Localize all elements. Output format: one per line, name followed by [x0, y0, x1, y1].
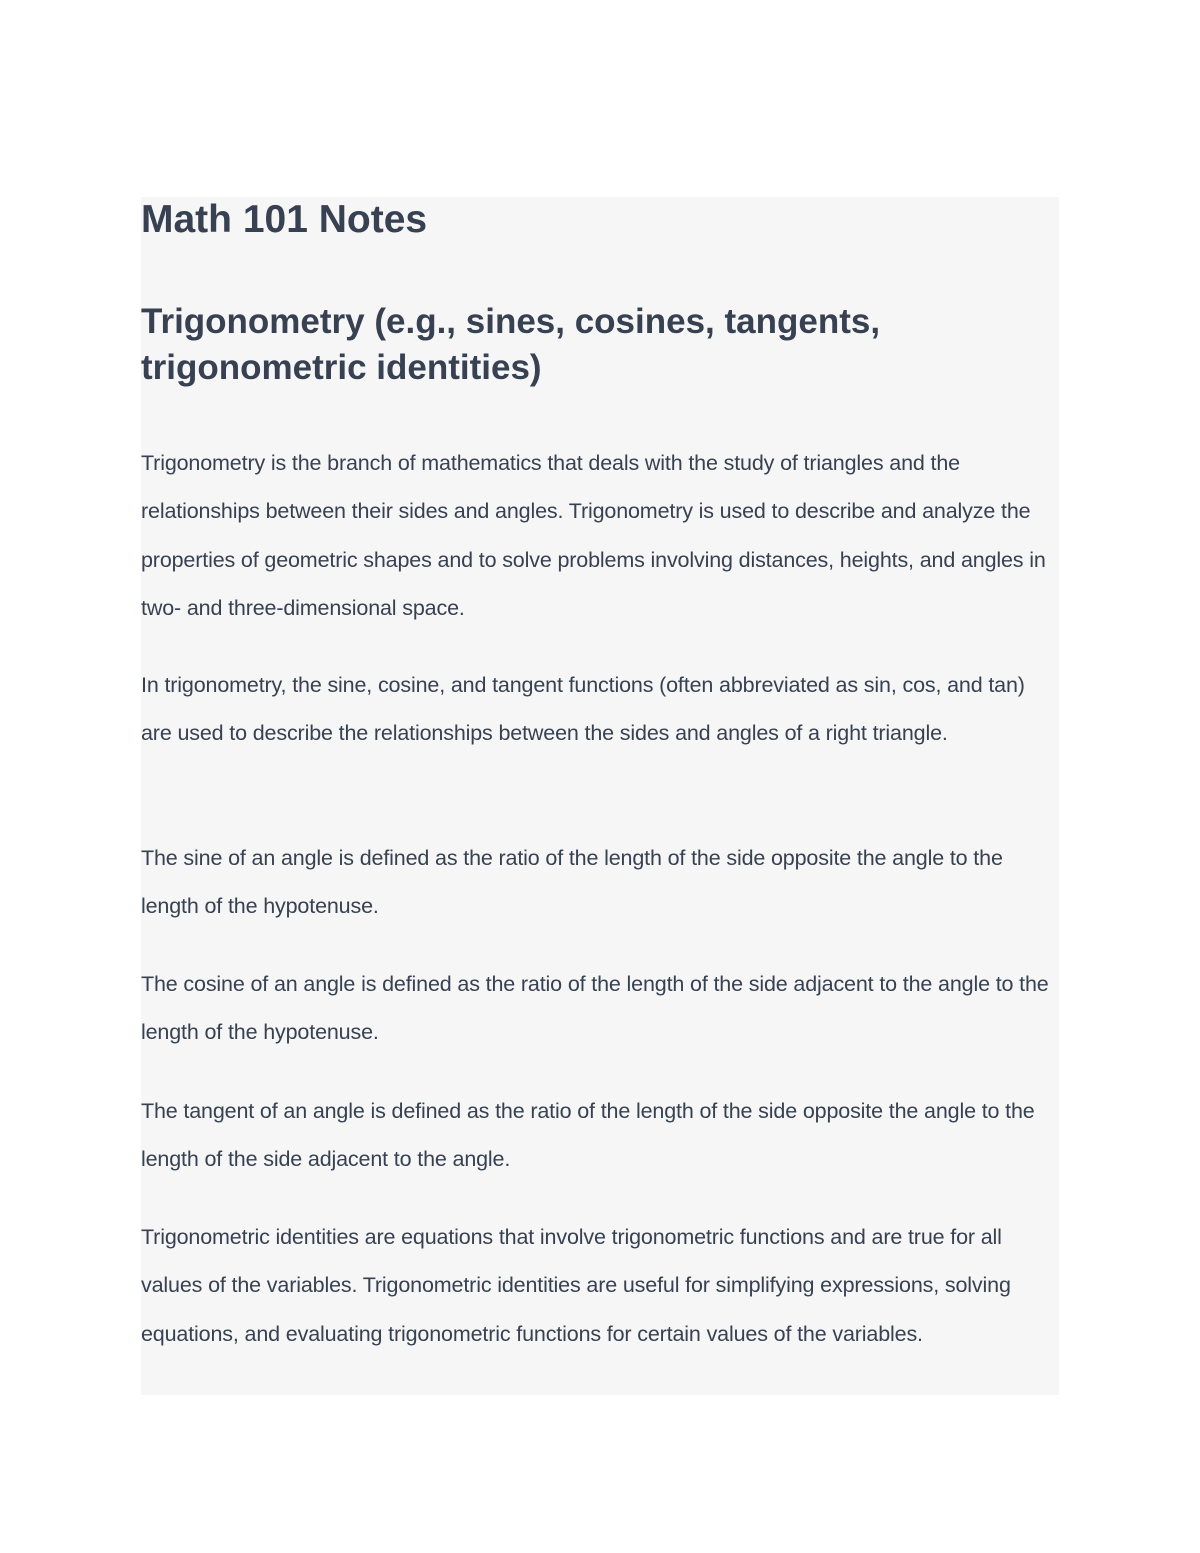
document-title: Math 101 Notes	[141, 198, 428, 241]
paragraph-cosine-definition: The cosine of an angle is defined as the ratio of the length of the side adjacent to the angle to the length of the hypotenuse.	[141, 972, 1049, 1045]
paragraph-trig-functions: In trigonometry, the sine, cosine, and tangent functions (often abbreviated as sin, cos, and tan) are used to describe the relationships between the sides and angles of a right triangle.	[141, 673, 1025, 746]
paragraph-trig-identities: Trigonometric identities are equations that involve trigonometric functions and are true for all values of the variables. Trigonometric identities are useful for simplifying expressions, solving equations, and evaluating trigonometric functions for certain values of the variables.	[141, 1225, 1011, 1346]
paragraph-tangent-definition: The tangent of an angle is defined as the ratio of the length of the side opposite the angle to the length of the side adjacent to the angle.	[141, 1099, 1035, 1172]
content-panel	[141, 197, 1059, 1395]
paragraph-trigonometry-definition: Trigonometry is the branch of mathematics that deals with the study of triangles and the relationships between their sides and angles. Trigonometry is used to describe and analyze the properties of geometric shapes and to solve problems involving distances, heights, and angles in two- and three-dimensional space.	[141, 451, 1046, 620]
paragraph-sine-definition: The sine of an angle is defined as the ratio of the length of the side opposite the angle to the length of the hypotenuse.	[141, 846, 1003, 919]
section-heading: Trigonometry (e.g., sines, cosines, tangents, trigonometric identities)	[141, 302, 881, 387]
